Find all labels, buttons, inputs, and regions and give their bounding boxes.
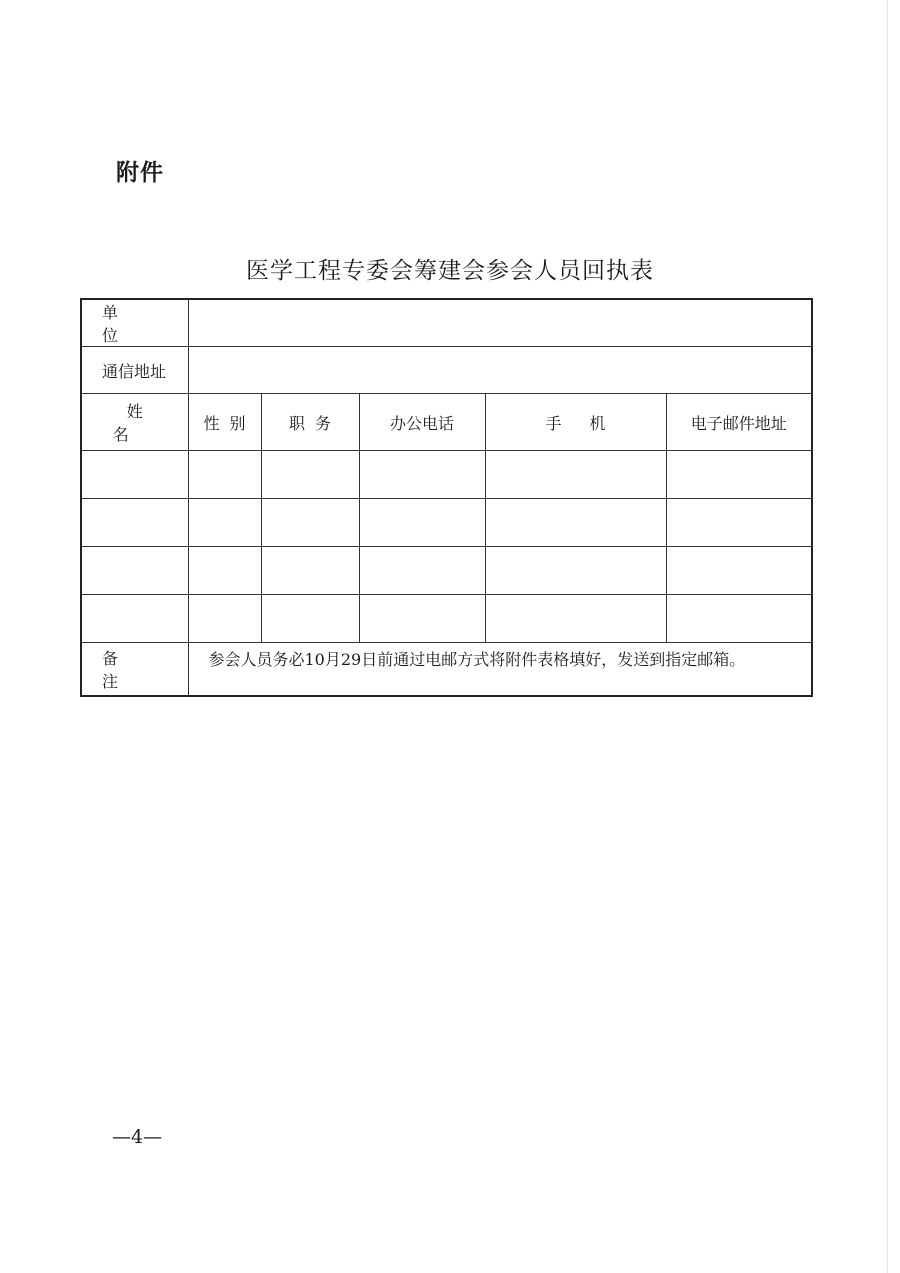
gender-cell[interactable] — [188, 499, 261, 547]
mobile-cell[interactable] — [485, 595, 666, 643]
remark-label: 备注 — [81, 643, 188, 697]
column-header-name: 姓名 — [81, 394, 188, 451]
office-phone-cell[interactable] — [359, 595, 485, 643]
table-row — [81, 547, 812, 595]
office-phone-cell[interactable] — [359, 451, 485, 499]
attachment-label: 附件 — [116, 160, 164, 186]
position-cell[interactable] — [261, 595, 359, 643]
gender-cell[interactable] — [188, 595, 261, 643]
form-title: 医学工程专委会筹建会参会人员回执表 — [246, 258, 654, 284]
address-row — [81, 347, 812, 394]
mobile-cell[interactable] — [485, 547, 666, 595]
scan-edge-line — [887, 0, 888, 1273]
name-cell[interactable] — [81, 451, 188, 499]
table-row — [81, 499, 812, 547]
table-row — [81, 595, 812, 643]
position-cell[interactable] — [261, 547, 359, 595]
registration-form-table — [80, 298, 813, 697]
address-label: 通信地址 — [81, 347, 188, 394]
mobile-cell[interactable] — [485, 499, 666, 547]
office-phone-cell[interactable] — [359, 547, 485, 595]
email-cell[interactable] — [666, 451, 812, 499]
column-header-email: 电子邮件地址 — [666, 394, 812, 451]
page-number: —4— — [112, 1126, 163, 1148]
column-header-office-phone: 办公电话 — [359, 394, 485, 451]
column-header-position: 职务 — [261, 394, 359, 451]
unit-label: 单位 — [81, 299, 188, 347]
position-cell[interactable] — [261, 499, 359, 547]
gender-cell[interactable] — [188, 451, 261, 499]
remark-text: 参会人员务必10月29日前通过电邮方式将附件表格填好，发送到指定邮箱。 — [188, 643, 812, 697]
remark-row — [81, 643, 812, 697]
table-row — [81, 451, 812, 499]
email-cell[interactable] — [666, 547, 812, 595]
gender-cell[interactable] — [188, 547, 261, 595]
name-cell[interactable] — [81, 595, 188, 643]
mobile-cell[interactable] — [485, 451, 666, 499]
column-header-mobile: 手机 — [485, 394, 666, 451]
column-header-gender: 性别 — [188, 394, 261, 451]
column-header-row — [81, 394, 812, 451]
office-phone-cell[interactable] — [359, 499, 485, 547]
email-cell[interactable] — [666, 595, 812, 643]
address-field[interactable] — [188, 347, 812, 394]
name-cell[interactable] — [81, 499, 188, 547]
name-cell[interactable] — [81, 547, 188, 595]
unit-row — [81, 299, 812, 347]
position-cell[interactable] — [261, 451, 359, 499]
unit-field[interactable] — [188, 299, 812, 347]
email-cell[interactable] — [666, 499, 812, 547]
